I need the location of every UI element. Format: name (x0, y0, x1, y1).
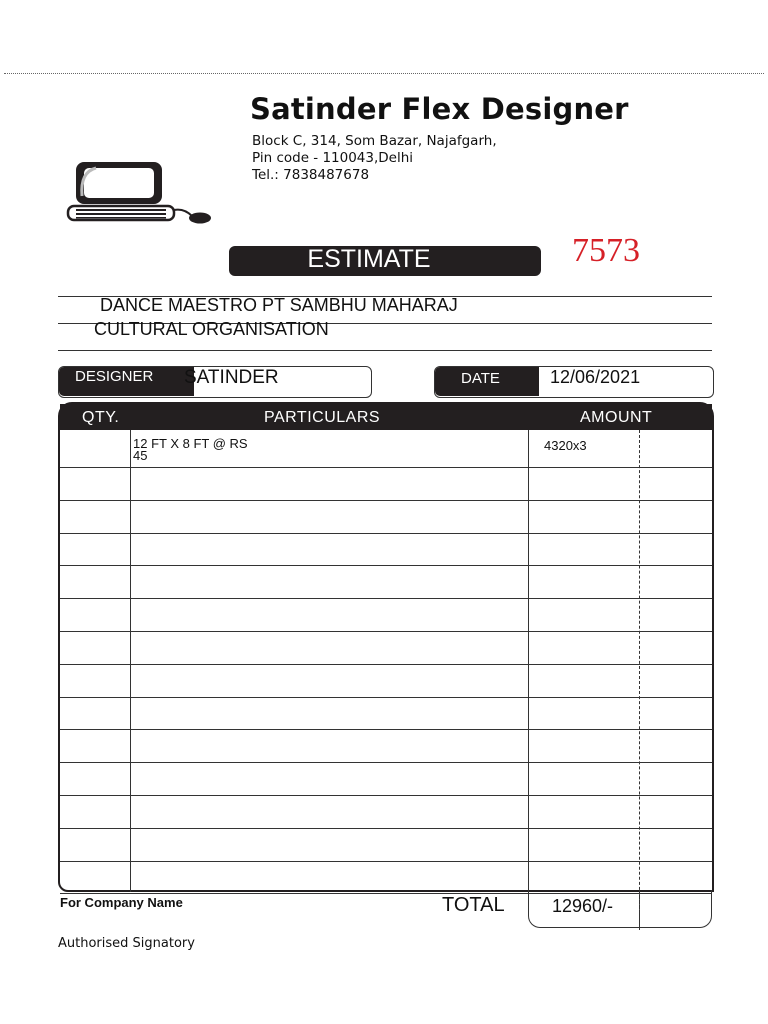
items-table (58, 402, 714, 892)
table-row-line (60, 467, 712, 468)
client-name-line1: DANCE MAESTRO PT SAMBHU MAHARAJ (100, 295, 458, 315)
header-particulars: PARTICULARS (264, 409, 381, 426)
table-row-line (60, 828, 712, 829)
designer-value-clip (184, 367, 368, 395)
date-label: DATE (461, 370, 500, 387)
total-label: TOTAL (442, 894, 505, 916)
estimate-number: 7573 (572, 232, 640, 269)
header-qty: QTY. (82, 409, 120, 426)
table-row-line (60, 729, 712, 730)
column-divider-paise (639, 430, 640, 930)
table-row-line (60, 565, 712, 566)
company-name: Satinder Flex Designer (250, 92, 629, 126)
company-address-line2: Pin code - 110043,Delhi (252, 150, 414, 166)
row1-particulars-line2: 45 (133, 448, 148, 463)
table-row-line (60, 598, 712, 599)
table-header (60, 404, 712, 430)
table-row-line (60, 631, 712, 632)
table-row-line (60, 795, 712, 796)
for-company-label: For Company Name (60, 895, 183, 910)
table-row-line (60, 664, 712, 665)
table-row-line (60, 861, 712, 862)
designer-value: SATINDER (184, 367, 279, 388)
row1-amount: 4320x3 (544, 438, 587, 453)
table-row-line (60, 697, 712, 698)
table-row-line (60, 500, 712, 501)
company-address-line1: Block C, 314, Som Bazar, Najafgarh, (252, 133, 497, 149)
date-label-bg (435, 367, 539, 396)
computer-icon (62, 160, 214, 226)
client-name-line2: CULTURAL ORGANISATION (94, 319, 329, 339)
client-line-3 (58, 350, 712, 351)
authorised-signatory: Authorised Signatory (58, 936, 195, 951)
table-row-line (60, 533, 712, 534)
header-amount: AMOUNT (580, 409, 653, 426)
row1-particulars-line1: 12 FT X 8 FT @ RS (133, 436, 248, 451)
estimate-title-bar (229, 246, 541, 276)
designer-label-bg (59, 367, 194, 396)
top-perforation-line (4, 73, 764, 74)
table-row-line (60, 762, 712, 763)
company-phone: Tel.: 7838487678 (252, 167, 370, 183)
row1-particulars (133, 438, 248, 462)
estimate-title: ESTIMATE (307, 245, 431, 273)
date-value: 12/06/2021 (550, 367, 641, 387)
designer-label: DESIGNER (75, 368, 154, 385)
total-value: 12960/- (552, 896, 614, 916)
